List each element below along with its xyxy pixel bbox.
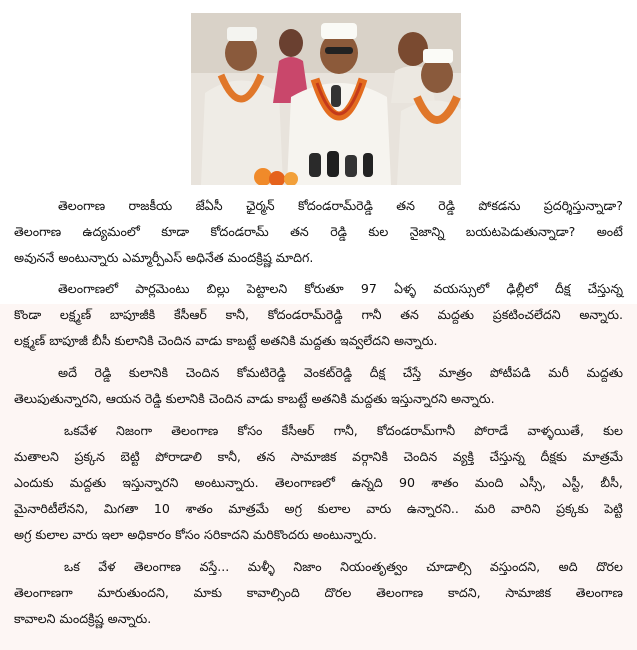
article-line: లక్ష్మణ్ బాపూజీ బీసీ కులానికి చెందిన వాడు కాబట్టే అతనికి మద్దతు ఇవ్వలేదని అన్నారు.: [14, 333, 438, 348]
article-line: ఒకవేళ నిజంగా తెలంగాణ కోసం కేసీఆర్ గానీ, కోదండరామ్‌గానీ పోరాడే వాళ్ళయితే, కుల: [64, 423, 623, 438]
article-line: తెలంగాణ రాజకీయ జేఏసీ ఛైర్మన్ కోదండరామ్‌రెడ్డి తన రెడ్డి పోకడను ప్రదర్శిస్తున్నాడా?: [58, 198, 623, 213]
article-line: తెలంగాణలో పార్లమెంటు బిల్లు పెట్టాలని కోరుతూ 97 ఏళ్ళ వయస్సులో ఢిల్లీలో దీక్ష చేస్తున్న: [58, 281, 623, 296]
article-line: ఒక వేళ తెలంగాణ వస్తే... మళ్ళీ నిజాం నియంతృత్వం చూడాల్సి వస్తుందని, అది దొరల: [64, 559, 623, 574]
article-line: అగ్ర కులాల వారు ఇలా అధికారం కోసం సరికాదని మరికొందరు అంటున్నారు.: [14, 527, 377, 542]
article-line: తెలంగాణ ఉద్యమంలో కూడా కోదండరామ్ తన రెడ్డి కుల నైజాన్ని బయటపెడుతున్నాడా? అంటే: [14, 224, 623, 239]
article-line: కావాలని మందక్రిష్ణ అన్నారు.: [14, 611, 152, 626]
press-conference-photo: [191, 13, 461, 185]
article-line: అదే రెడ్డి కులానికి చెందిన కోమటిరెడ్డి వెంకట్‌రెడ్డి దీక్ష చేస్తే మాత్రం పోటీపడి మరీ మద్దతు: [58, 365, 623, 380]
article-line: తెలుపుతున్నారని, ఆయన రెడ్డి కులానికి చెందిన వాడు కాబట్టే అతనికి మద్దతు ఇస్తున్నారని అన్నారు.: [14, 391, 495, 406]
article-line: మైనారిటీలేనని, మిగతా 10 శాతం మాత్రమే అగ్ర కులాల వారు ఉన్నారని.. మరి వారిని ప్రక్కకు పెట్టి: [14, 501, 623, 516]
article-line: ఎందుకు మద్దతు ఇస్తున్నారని అంటున్నారు. తెలంగాణలో ఉన్నది 90 శాతం మంది ఎస్సీ, ఎస్టీ, బీసీ,: [14, 475, 623, 490]
article-line: మతాలని ప్రక్కన బెట్టి పోరాడాలి కానీ, తన సామాజిక వర్గానికి చెందిన వ్యక్తి చేస్తున్న దీక్షకు మాత్రమే: [14, 449, 623, 464]
article-line: అవుననే అంటున్నారు ఎమ్మార్పీఎస్ అధినేత మందక్రిష్ణ మాదిగ.: [14, 250, 314, 265]
article-line: కొండా లక్ష్మణ్ బాపూజీకి కేసీఆర్ కానీ, కోదండరామ్‌రెడ్డి గానీ తన మద్దతు ప్రకటించలేదని అన్నారు.: [14, 307, 623, 322]
article-line: తెలంగాణగా మారుతుందని, మాకు కావాల్సింది దొరల తెలంగాణ కాదని, సామాజిక తెలంగాణ: [14, 585, 623, 600]
